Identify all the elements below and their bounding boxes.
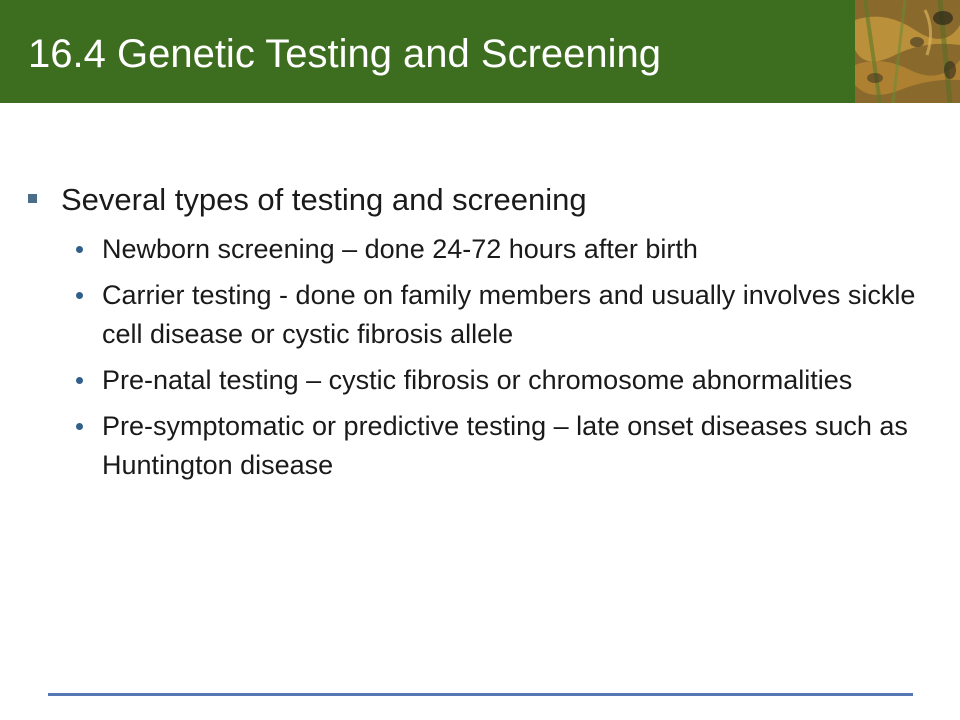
sub-bullet-item <box>74 361 934 400</box>
square-bullet-icon <box>28 194 37 203</box>
sub-bullet-text: Newborn screening – done 24-72 hours after birth <box>102 234 698 264</box>
round-bullet-icon <box>76 423 83 430</box>
round-bullet-icon <box>76 246 83 253</box>
sub-bullet-text: Pre-symptomatic or predictive testing – late onset diseases such as Huntington disease <box>102 411 908 480</box>
sub-bullet-text: Pre-natal testing – cystic fibrosis or chromosome abnormalities <box>102 365 853 395</box>
round-bullet-icon <box>76 377 83 384</box>
sub-bullet-item <box>74 230 934 269</box>
round-bullet-icon <box>76 292 83 299</box>
footer-divider <box>48 693 913 696</box>
slide-title: 16.4 Genetic Testing and Screening <box>28 32 662 76</box>
sub-bullet-item <box>74 276 934 354</box>
sub-bullet-text: Carrier testing - done on family members and usually involves sickle cell disease or cystic fibrosis allele <box>102 280 916 349</box>
sub-bullet-list <box>74 230 934 492</box>
main-bullet-text: Several types of testing and screening <box>61 182 587 217</box>
sub-bullet-item <box>74 407 934 485</box>
